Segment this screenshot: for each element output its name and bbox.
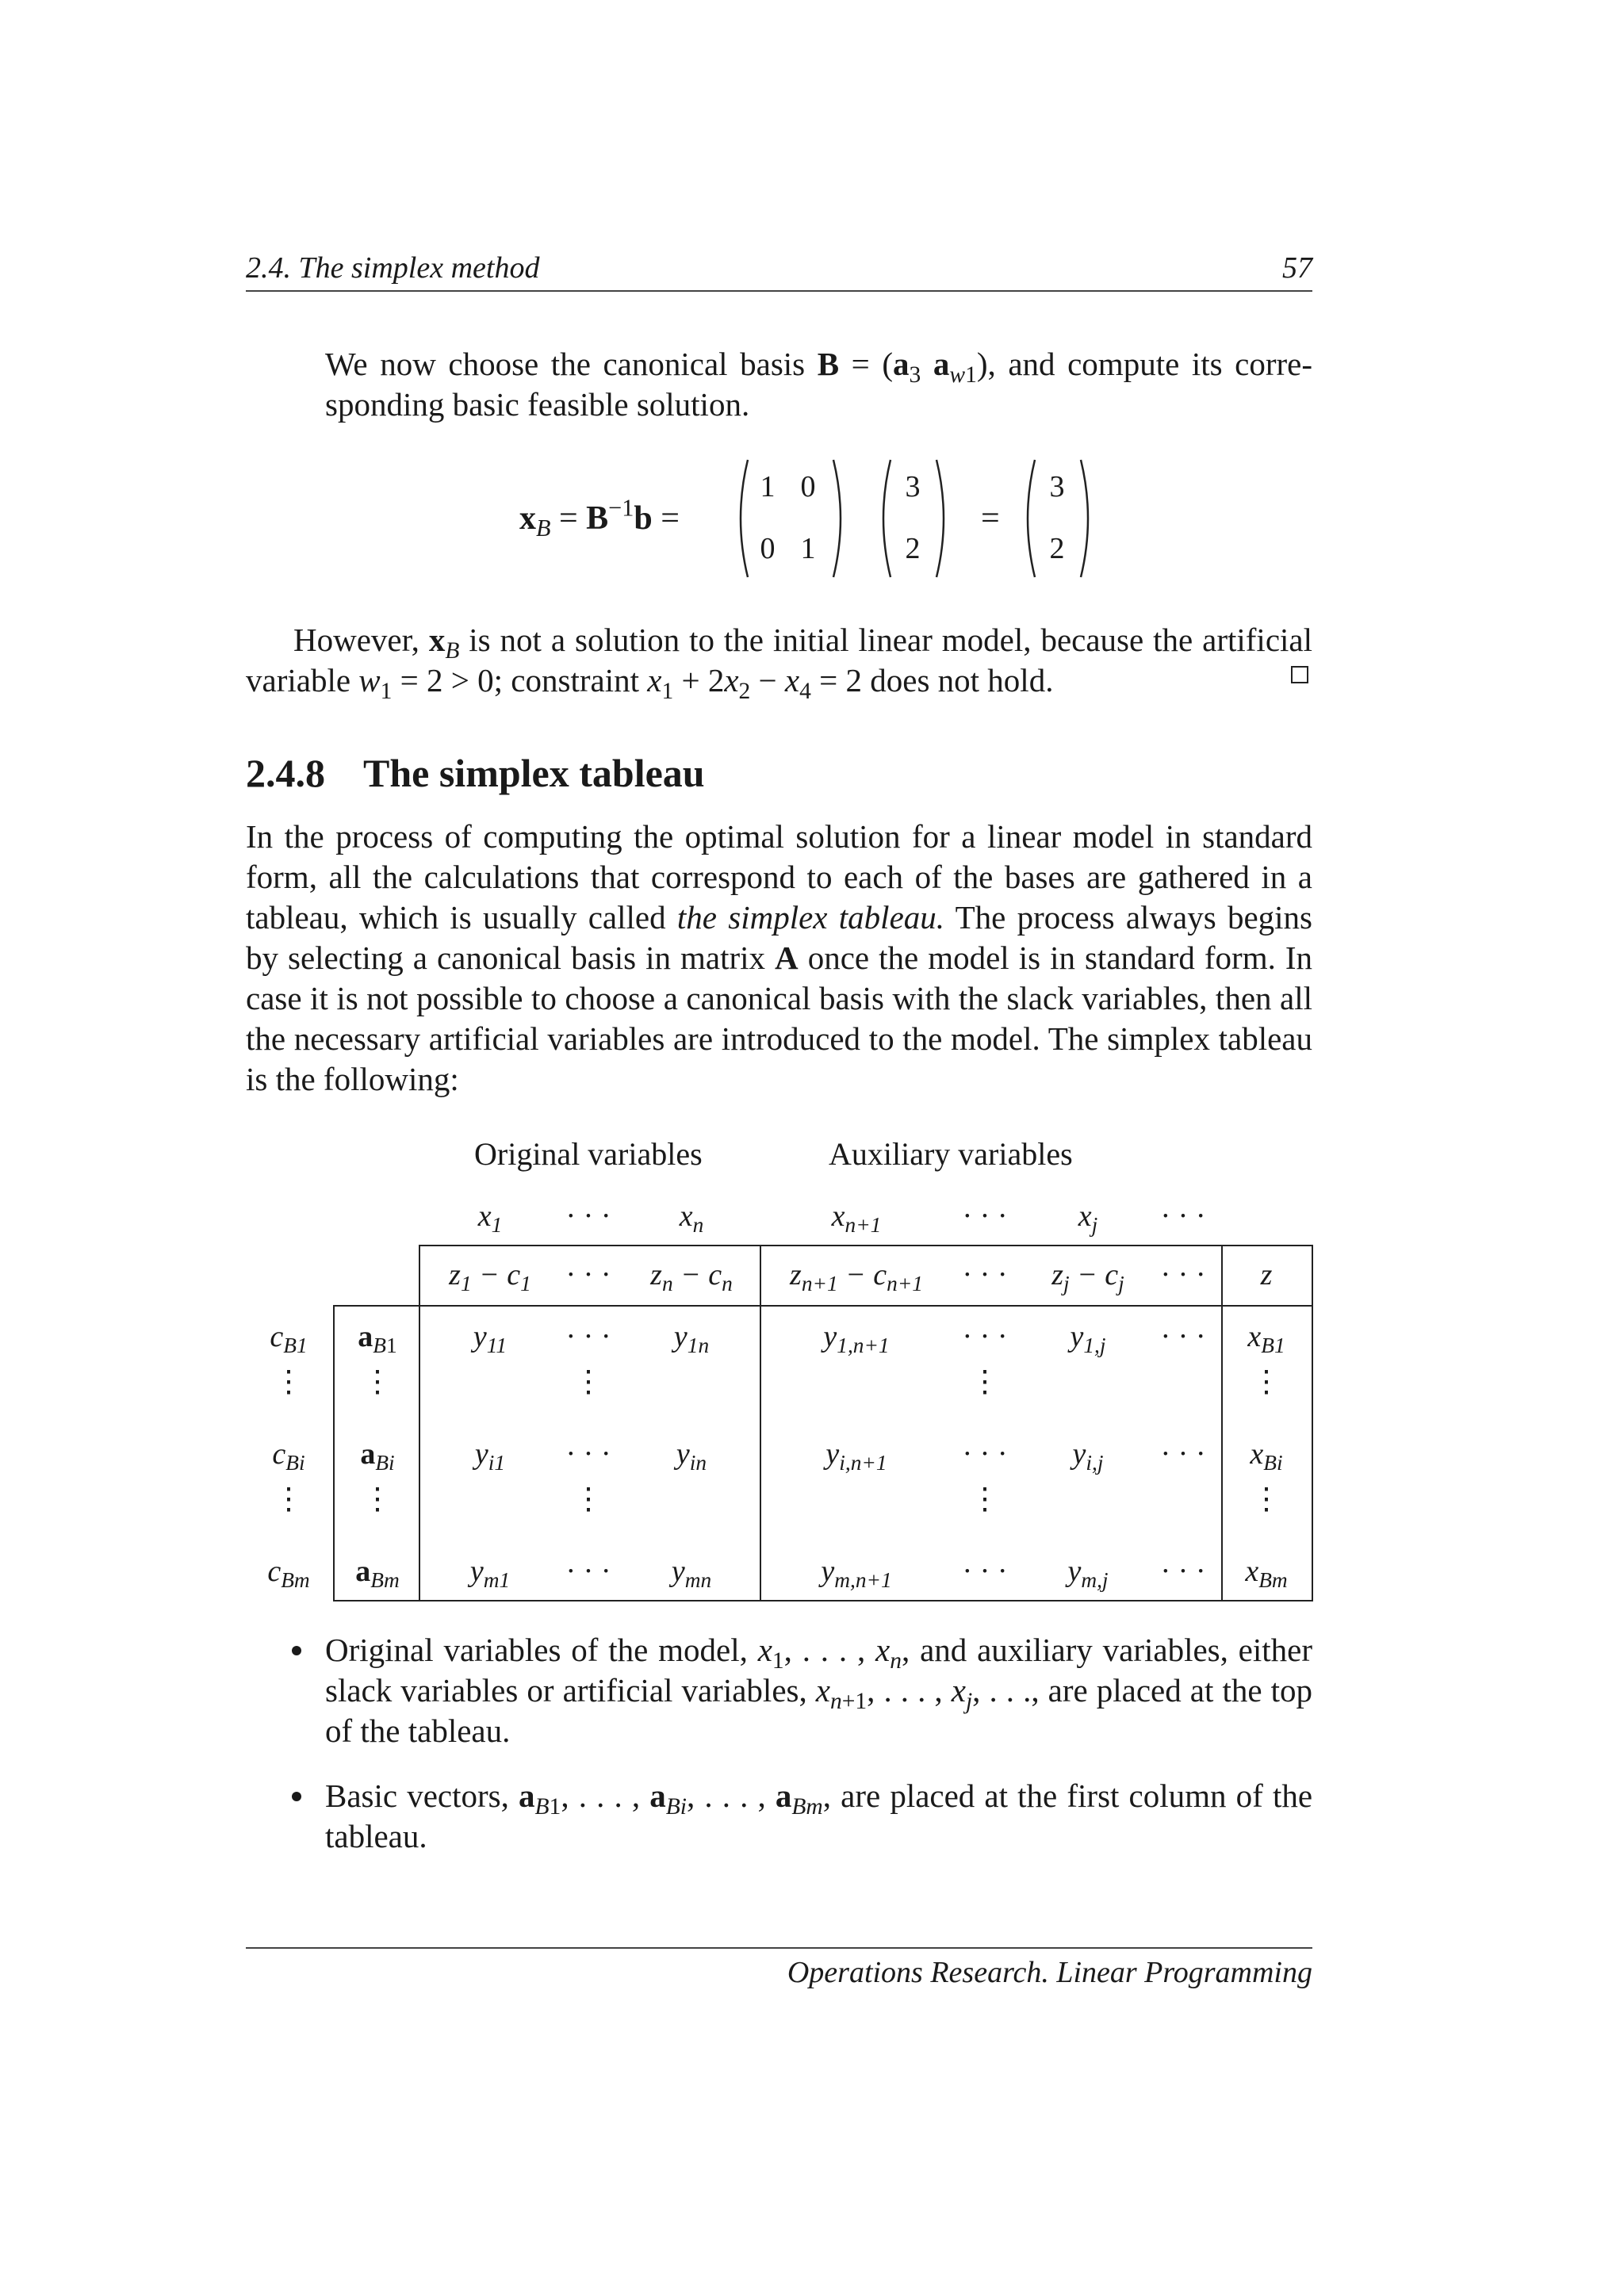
vertical-dots: ⋮ (1251, 1365, 1281, 1399)
row-dots: · · · (1160, 1437, 1206, 1471)
row-dots: · · · (565, 1555, 611, 1588)
basic-value-cell: $x_{Bm}$ (1245, 1555, 1288, 1593)
row-dots: · · · (1160, 1555, 1206, 1588)
vector-b-left-paren (875, 458, 892, 579)
tableau-right-border (1312, 1245, 1313, 1601)
paragraph-basis-choice (325, 344, 1312, 425)
coefficient-cell: $y_{in}$ (676, 1437, 707, 1475)
paragraph-line: We now choose the canonical basis $B = (a_3$ $a_{w1}$), and compute its corre- (325, 346, 1313, 388)
tableau-left-border (333, 1305, 335, 1601)
cost-row-cell: $z_j - c_j$ (1051, 1258, 1124, 1296)
section-heading (246, 750, 705, 796)
basic-cost-cell: $c_{Bi}$ (272, 1437, 305, 1475)
bullet-icon (292, 1792, 301, 1801)
running-footer (246, 1947, 1312, 1989)
paragraph-line: sponding basic feasible solution. (325, 386, 750, 423)
row-dots: · · · (565, 1437, 611, 1471)
result-cell: 3 (1049, 470, 1065, 503)
basic-solution-equation (519, 458, 1122, 585)
result-cell: 2 (1049, 532, 1065, 565)
paragraph-line: In the process of computing the optimal solution for a linear model in standard (246, 818, 1312, 855)
footer-book-title: Operations Research. Linear Programming (787, 1956, 1312, 1989)
var-header-xn: $x_n$ (679, 1200, 704, 1238)
row-dots: · · · (962, 1437, 1008, 1471)
coefficient-cell: $y_{11}$ (473, 1320, 508, 1358)
tableau-basis-divider (419, 1245, 420, 1601)
tableau-rhs-divider (1221, 1245, 1223, 1601)
original-variables-label: Original variables (474, 1136, 703, 1172)
matrix-cell: 1 (800, 532, 816, 565)
matrix-cell: 0 (800, 470, 816, 503)
coefficient-cell: $y_{1,j}$ (1070, 1320, 1106, 1358)
bullet-line: slack variables or artificial variables, $x_{n+1}$, . . . , $x_j$, . . ., are placed at the top (325, 1672, 1312, 1714)
row-dots: · · · (565, 1320, 611, 1353)
vertical-dots: ⋮ (362, 1365, 393, 1399)
coefficient-cell: $y_{i,n+1}$ (825, 1437, 887, 1475)
coefficient-cell: $y_{i1}$ (474, 1437, 506, 1475)
bullet-line: Basic vectors, $a_{B1}$, . . . , $a_{Bi}$, . . . , $a_{Bm}$, are placed at the first column of the (325, 1777, 1313, 1820)
equation-lhs: $x_B = B^{-1}b$ = (519, 494, 680, 542)
cost-row-dots: · · · (565, 1258, 611, 1292)
coefficient-cell: $y_{1,n+1}$ (823, 1320, 890, 1358)
matrix-right-paren (832, 458, 849, 579)
var-header-xj: $x_j$ (1078, 1200, 1098, 1238)
row-dots: · · · (962, 1555, 1008, 1588)
paragraph-line: is the following: (246, 1061, 459, 1097)
var-header-dots: · · · (565, 1200, 611, 1233)
var-header-xn1: $x_{n+1}$ (831, 1200, 882, 1238)
cost-row-dots: · · · (1160, 1258, 1206, 1292)
vertical-dots: ⋮ (573, 1365, 603, 1399)
basic-value-cell: $x_{B1}$ (1247, 1320, 1285, 1358)
tableau-top-border (419, 1245, 1313, 1246)
basic-cost-cell: $c_{B1}$ (270, 1320, 308, 1358)
tableau-header-divider (333, 1305, 1313, 1307)
cost-row-cell: $z_{n+1} - c_{n+1}$ (790, 1258, 923, 1296)
simplex-tableau (246, 1126, 1312, 1609)
paragraph-line: However, $x_B$ is not a solution to the initial linear model, because the artificial (293, 622, 1313, 664)
header-section-title: 2.4. The simplex method (246, 251, 540, 285)
bullet-icon (292, 1646, 301, 1655)
qed-box-icon (1291, 666, 1308, 683)
bullet-original-variables (246, 1630, 1312, 1751)
vector-b-cell: 2 (905, 532, 921, 565)
basic-cost-cell: $c_{Bm}$ (267, 1555, 310, 1593)
bullet-line: Original variables of the model, $x_1$, . . . , $x_n$, and auxiliary variables, either (325, 1632, 1313, 1674)
matrix-cell: 1 (760, 470, 776, 503)
auxiliary-variables-label: Auxiliary variables (829, 1136, 1073, 1172)
paragraph-line: variable $w_1 = 2 > 0$; constraint $x_1 + 2x_2 - x_4 = 2$ does not hold. (246, 662, 1054, 704)
vertical-dots: ⋮ (274, 1483, 304, 1516)
paragraph-line: case it is not possible to choose a canonical basis with the slack variables, then all (246, 980, 1312, 1016)
page-number: 57 (1282, 251, 1312, 285)
matrix-left-paren (732, 458, 749, 579)
paragraph-line: the necessary artificial variables are introduced to the model. The simplex tableau (246, 1020, 1312, 1057)
coefficient-cell: $y_{m,n+1}$ (821, 1555, 892, 1593)
coefficient-cell: $y_{i,j}$ (1072, 1437, 1104, 1475)
paragraph-line: by selecting a canonical basis in matrix A once the model is in standard form. In (246, 939, 1313, 976)
var-header-dots: · · · (962, 1200, 1008, 1233)
var-header-dots: · · · (1160, 1200, 1206, 1233)
running-header (246, 251, 1312, 292)
row-dots: · · · (1160, 1320, 1206, 1353)
vertical-dots: ⋮ (970, 1365, 1000, 1399)
coefficient-cell: $y_{m,j}$ (1067, 1555, 1109, 1593)
coefficient-cell: $y_{mn}$ (671, 1555, 712, 1593)
paragraph-line: tableau, which is usually called the simplex tableau. The process always begins (246, 899, 1312, 936)
objective-value-z: z (1260, 1258, 1273, 1292)
paragraph-tableau-intro (246, 817, 1312, 1100)
cost-row-cell: $z_1 - c_1$ (449, 1258, 531, 1296)
bullet-line: of the tableau. (325, 1712, 511, 1749)
vertical-dots: ⋮ (1251, 1483, 1281, 1516)
paragraph-line: form, all the calculations that correspond to each of the bases are gathered in a (246, 859, 1312, 895)
section-number: 2.4.8 (246, 751, 325, 795)
bullet-basic-vectors (246, 1776, 1312, 1857)
basic-vector-cell: $a_{B1}$ (358, 1320, 397, 1358)
paragraph-not-solution (246, 620, 1313, 704)
basic-vector-cell: $a_{Bi}$ (360, 1437, 395, 1475)
equals-sign: = (981, 500, 1000, 537)
vertical-dots: ⋮ (573, 1483, 603, 1516)
result-left-paren (1019, 458, 1036, 579)
basic-vector-cell: $a_{Bm}$ (355, 1555, 400, 1593)
vertical-dots: ⋮ (362, 1483, 393, 1516)
coefficient-cell: $y_{1n}$ (673, 1320, 710, 1358)
matrix-cell: 0 (760, 532, 776, 565)
coefficient-cell: $y_{m1}$ (469, 1555, 511, 1593)
section-title: The simplex tableau (363, 751, 705, 795)
var-header-x1: $x_1$ (477, 1200, 503, 1238)
tableau-bottom-border (333, 1600, 1313, 1601)
tableau-original-aux-divider (760, 1245, 761, 1601)
vector-b-cell: 3 (905, 470, 921, 503)
result-right-paren (1079, 458, 1097, 579)
bullet-line: tableau. (325, 1818, 427, 1854)
vertical-dots: ⋮ (274, 1365, 304, 1399)
vector-b-right-paren (935, 458, 952, 579)
vertical-dots: ⋮ (970, 1483, 1000, 1516)
row-dots: · · · (962, 1320, 1008, 1353)
cost-row-dots: · · · (962, 1258, 1008, 1292)
cost-row-cell: $z_n - c_n$ (650, 1258, 733, 1296)
basic-value-cell: $x_{Bi}$ (1250, 1437, 1283, 1475)
